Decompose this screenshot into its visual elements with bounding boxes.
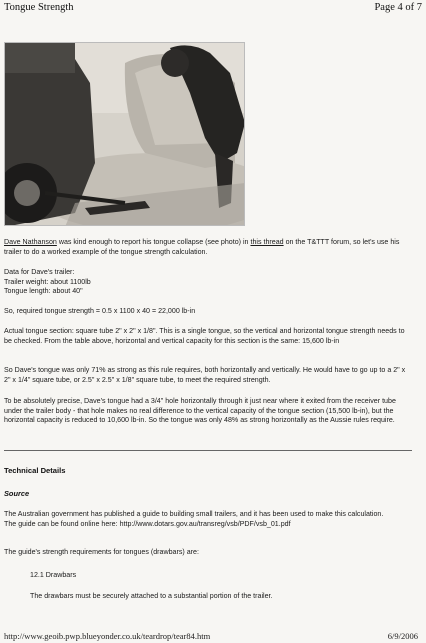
photo-image bbox=[5, 43, 245, 226]
trailer-data-heading: Data for Dave's trailer: bbox=[4, 268, 75, 276]
page-header bbox=[4, 2, 422, 16]
required-strength: So, required tongue strength = 0.5 x 1100 x 40 = 22,000 lb-in bbox=[4, 307, 196, 315]
percent-strength-paragraph: So Dave's tongue was only 71% as strong as this rule requires, both horizontally and vertically. He would have to go up to a 2" x 2" x 1/4" square tube, or 2.5" x 2.5" x 1/8" square tube, to meet the required strength. bbox=[4, 366, 406, 384]
intro-text-2: on the T&TTT forum, so let's use his trailer to do a worked example of the tongue strength calculation. bbox=[4, 238, 400, 256]
actual-section-paragraph: Actual tongue section: square tube 2" x 2" x 1/8". This is a single tongue, so the vertical and horizontal tongue strength needs to be checked. From the table above, horizontal and vertical capacity for this section is the same: 15,600 lb-in bbox=[4, 327, 405, 345]
dave-nathanson-link[interactable]: Dave Nathanson bbox=[4, 238, 57, 246]
source-text: The Australian government has published a guide to building small trailers, and it has been used to make this calculation. bbox=[4, 510, 384, 518]
page-number: Page 4 of 7 bbox=[374, 2, 422, 13]
precise-paragraph: To be absolutely precise, Dave's tongue had a 3/4" hole horizontally through it just near where it exited from the receiver tube under the trailer body - that hole makes no real difference to the vertical capacity of the tongue section (15,500 lb-in), but the horizontal capacity is reduced to 10,600 lb-in. So the tongue was only 48% as strong horizontally as the Aussie rules require. bbox=[4, 397, 396, 424]
drawbars-item-label: 12.1 Drawbars bbox=[30, 571, 77, 579]
technical-details-heading: Technical Details bbox=[4, 466, 66, 475]
tongue-collapse-photo bbox=[4, 42, 245, 226]
section-divider bbox=[4, 450, 412, 451]
drawbars-item-text: The drawbars must be securely attached to a substantial portion of the trailer. bbox=[30, 592, 273, 600]
guide-link[interactable]: http://www.dotars.gov.au/transreg/vsb/PDF/vsb_01.pdf bbox=[119, 519, 291, 528]
requirements-paragraph: The guide's strength requirements for tongues (drawbars) are: bbox=[4, 548, 199, 556]
guide-text: The guide can be found online here: bbox=[4, 519, 120, 528]
footer-url: http://www.geoib.pwp.blueyonder.co.uk/teardrop/tear84.htm bbox=[4, 631, 211, 641]
tongue-length: Tongue length: about 40" bbox=[4, 287, 83, 295]
trailer-weight: Trailer weight: about 1100lb bbox=[4, 277, 91, 286]
source-paragraph bbox=[4, 510, 412, 529]
source-heading: Source bbox=[4, 489, 30, 498]
document-title: Tongue Strength bbox=[4, 2, 74, 13]
this-thread-link[interactable]: this thread bbox=[250, 238, 284, 246]
footer-date: 6/9/2006 bbox=[387, 631, 418, 641]
intro-paragraph bbox=[4, 238, 412, 257]
page-footer bbox=[4, 631, 418, 643]
intro-text-1: was kind enough to report his tongue collapse (see photo) in bbox=[56, 238, 251, 246]
trailer-data-block bbox=[4, 268, 412, 297]
